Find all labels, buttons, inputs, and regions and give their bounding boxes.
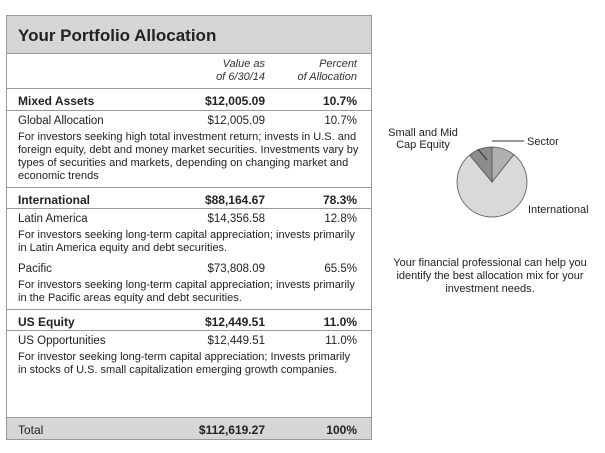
column-header [7, 54, 371, 89]
fund-value: $73,808.09 [207, 263, 265, 275]
category-name: US Equity [18, 315, 75, 329]
label-sector: Sector [527, 136, 559, 148]
fund-percent: 10.7% [324, 115, 357, 127]
value-header: Value as of 6/30/14 [216, 58, 265, 83]
category-percent: 11.0% [323, 315, 357, 329]
total-row [7, 417, 371, 439]
category-name: International [18, 193, 91, 207]
category-row-us-equity [7, 309, 371, 331]
category-row-international [7, 187, 371, 209]
fund-name: Latin America [18, 213, 88, 225]
fund-description: For investors seeking high total investment return; invests in U.S. and foreign equity, debt and money market securities. Investments vary by types of securities and markets, depending on changing market and economic trends [18, 131, 359, 182]
category-name: Mixed Assets [18, 94, 95, 108]
fund-percent: 11.0% [325, 335, 357, 347]
category-value: $88,164.67 [204, 193, 265, 207]
total-label: Total [18, 423, 44, 437]
total-percent: 100% [326, 423, 357, 437]
fund-description: For investor seeking long-term capital appreciation; Invests primarily in stocks of U.S. small capitalization emerging growth companies. [18, 351, 350, 376]
fund-row-us-opportunities [7, 331, 371, 351]
fund-value: $14,356.58 [207, 213, 265, 225]
fund-row-latin-america [7, 209, 371, 229]
percent-header: Percent of Allocation [297, 58, 357, 83]
fund-value: $12,005.09 [207, 115, 265, 127]
label-international: International [528, 204, 589, 216]
label-small-mid-cap: Small and Mid Cap Equity [388, 127, 458, 151]
fund-row-global-allocation [7, 111, 371, 131]
total-value: $112,619.27 [198, 423, 265, 437]
fund-description: For investors seeking long-term capital appreciation; invests primarily in the Pacific areas equity and debt securities. [18, 279, 355, 304]
fund-row-pacific [7, 259, 371, 279]
fund-value: $12,449.51 [207, 335, 265, 347]
advisor-note: Your financial professional can help you identify the best allocation mix for your investment needs. [393, 257, 587, 295]
panel-title: Your Portfolio Allocation [7, 16, 371, 54]
fund-description: For investors seeking long-term capital appreciation; invests primarily in Latin America equity and debt securities. [18, 229, 355, 254]
category-percent: 78.3% [322, 193, 357, 207]
fund-percent: 65.5% [324, 263, 357, 275]
category-row-mixed-assets [7, 89, 371, 111]
fund-name: Pacific [18, 263, 52, 275]
fund-name: Global Allocation [18, 115, 104, 127]
fund-percent: 12.8% [324, 213, 357, 225]
fund-name: US Opportunities [18, 335, 106, 347]
category-value: $12,449.51 [204, 315, 265, 329]
portfolio-allocation-table [6, 15, 372, 440]
category-percent: 10.7% [322, 94, 357, 108]
category-value: $12,005.09 [204, 94, 265, 108]
